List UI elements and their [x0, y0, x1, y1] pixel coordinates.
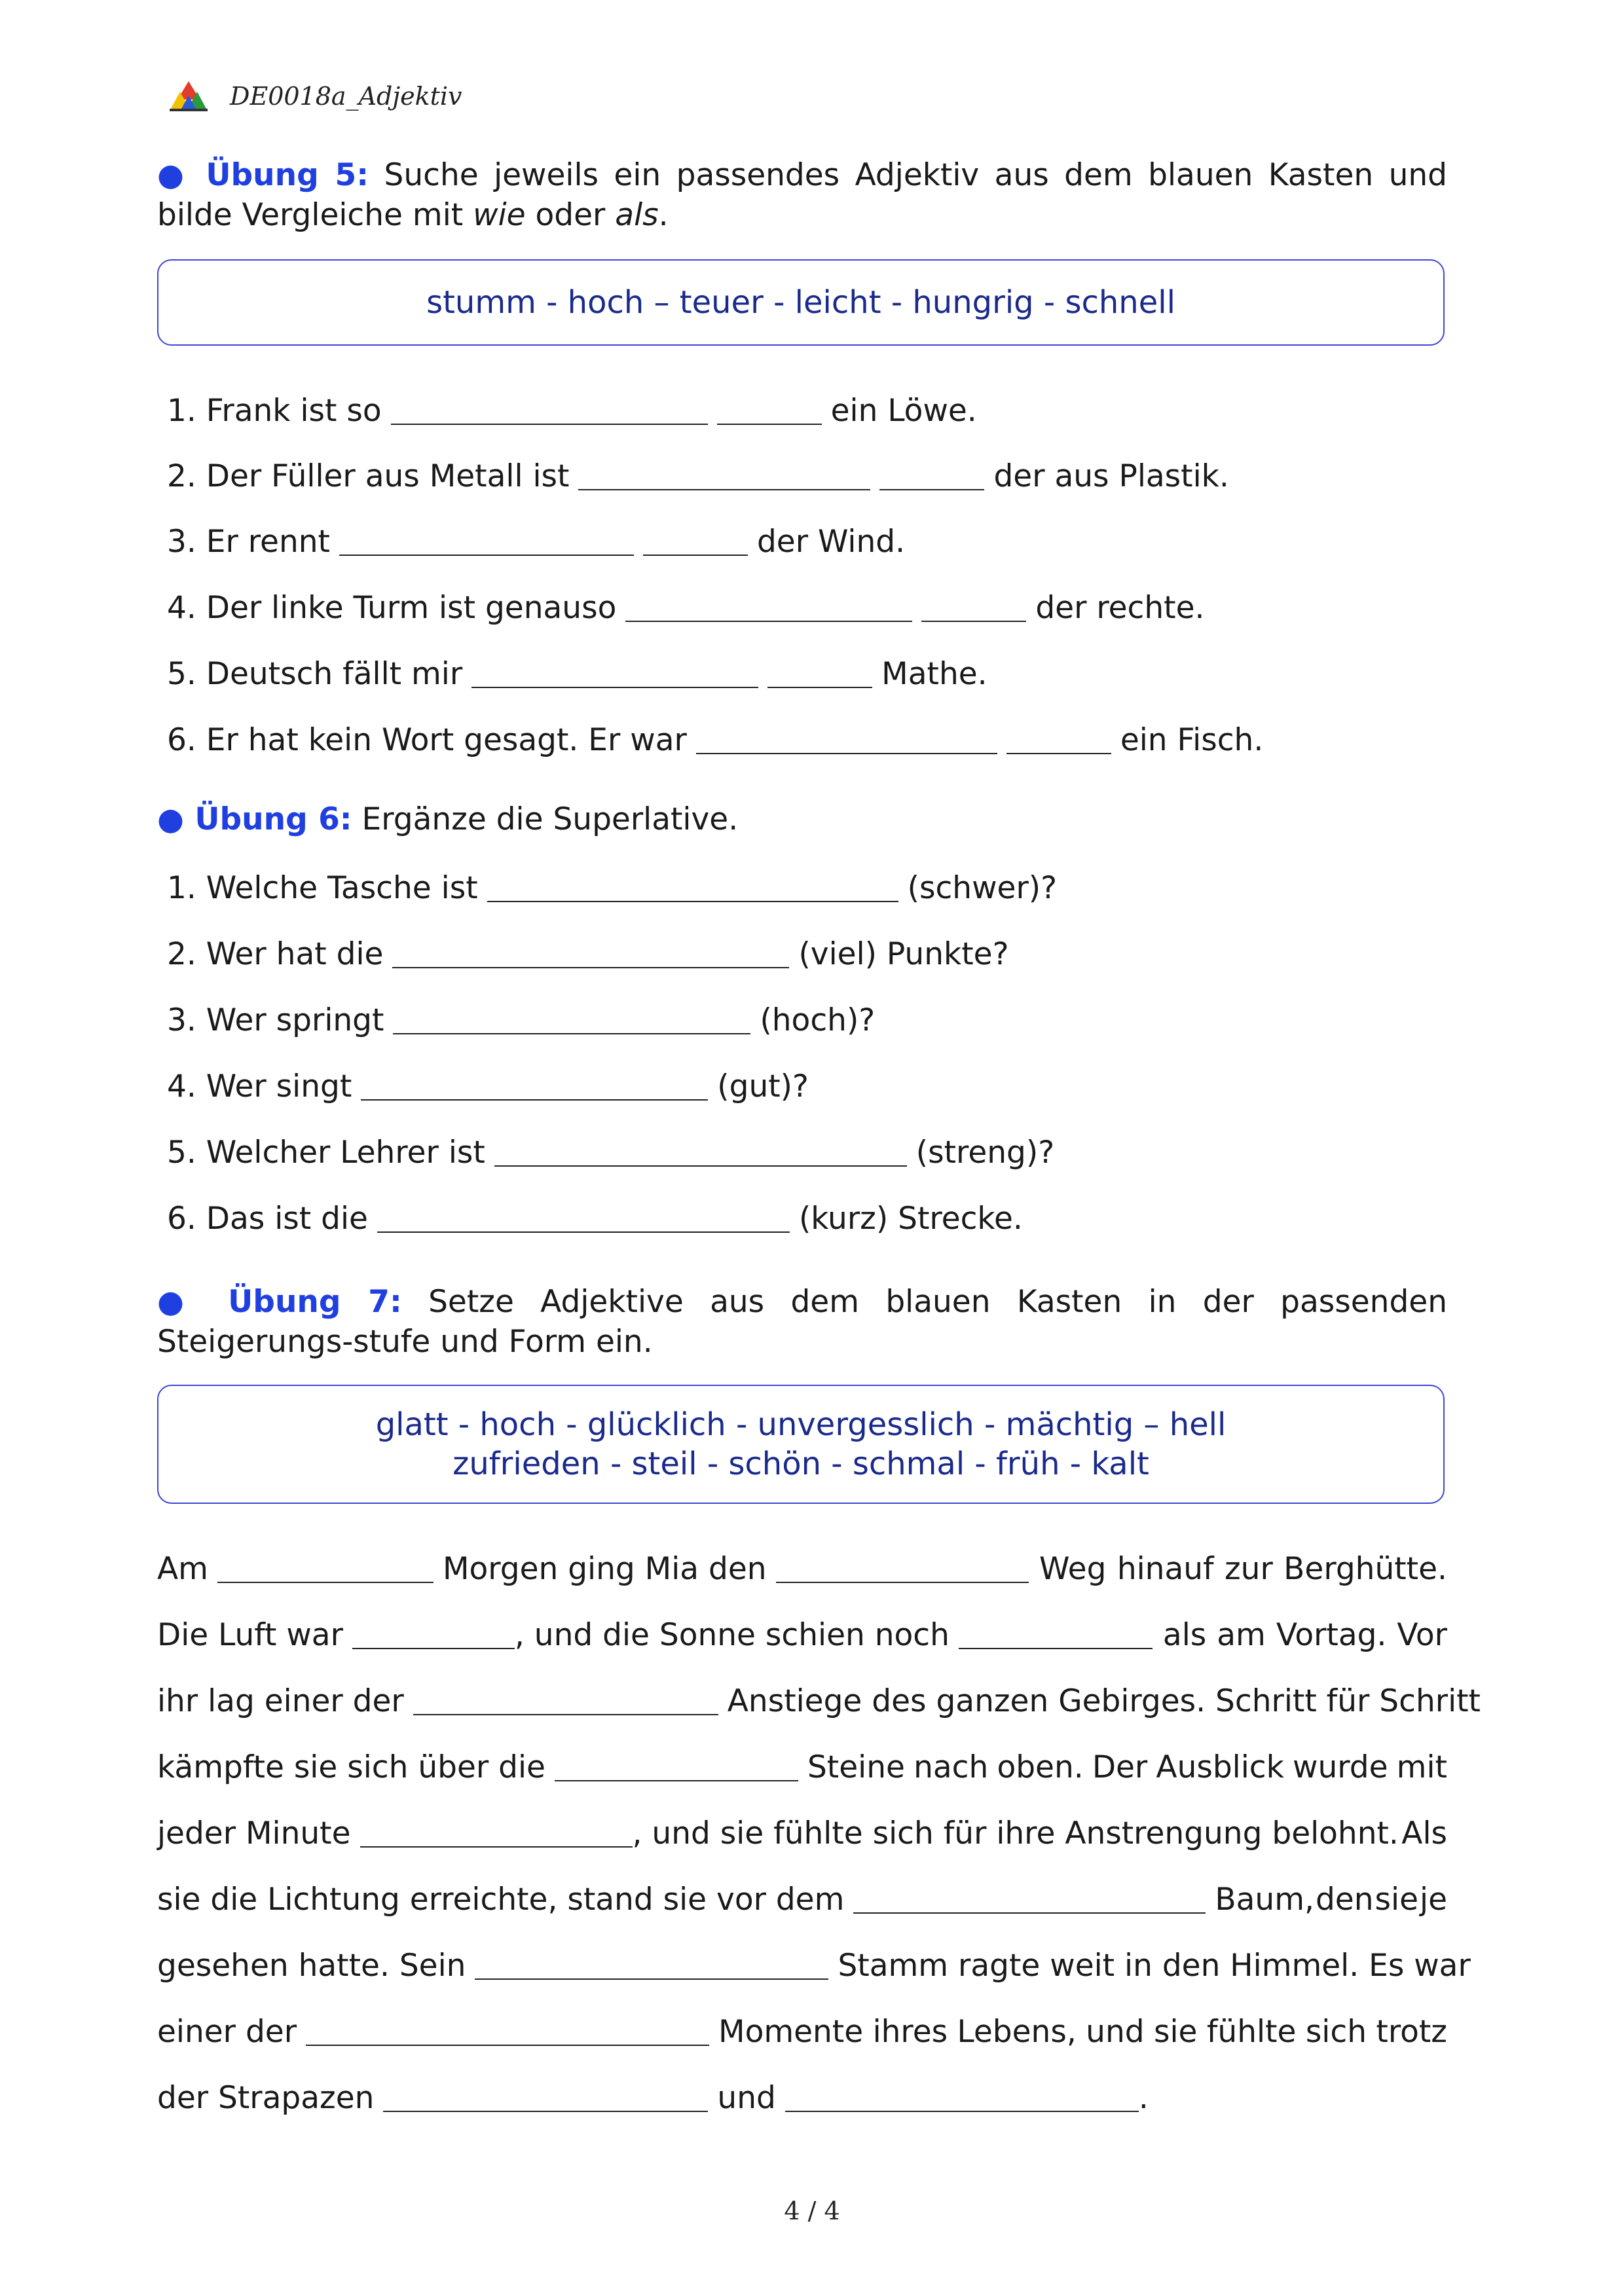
exercise-5-wie: wie [473, 197, 526, 233]
exercise-5-item-5 [167, 655, 987, 694]
answer-blank-short[interactable] [1006, 727, 1111, 754]
exercise-6-instruction [157, 799, 1447, 839]
answer-blank[interactable] [494, 1139, 907, 1167]
answer-blank[interactable] [352, 1622, 515, 1649]
exercise-7-word-box [157, 1385, 1445, 1504]
exercise-5-word-list: stumm - hoch – teuer - leicht - hungrig - schnell [426, 284, 1175, 321]
answer-blank[interactable] [578, 463, 870, 490]
answer-blank[interactable] [776, 1556, 1029, 1583]
exercise-6-item-1 [167, 869, 1057, 908]
exercise-5-text-1: Suche jeweils ein passendes Adjektiv aus dem blauen Kasten und bilde Vergleiche mit [157, 157, 1447, 233]
item-suffix: ein Fisch. [1120, 722, 1264, 758]
exercise-7-instruction [157, 1282, 1447, 1362]
story-line-5: jeder Minute , und sie fühlte sich für ihre Anstrengung belohnt. Als [157, 1815, 1447, 1851]
logo-icon [167, 80, 210, 113]
item-suffix: (gut)? [717, 1068, 809, 1104]
answer-blank[interactable] [475, 1952, 828, 1980]
exercise-5-label: ● Übung 5: [157, 157, 369, 193]
answer-blank[interactable] [392, 941, 789, 968]
exercise-6-item-5 [167, 1133, 1054, 1173]
exercise-5-item-3 [167, 522, 905, 562]
exercise-7-word-list-1: glatt - hoch - glücklich - unvergesslich - mächtig – hell [375, 1406, 1227, 1443]
answer-blank[interactable] [555, 1754, 798, 1781]
exercise-6-item-6 [167, 1199, 1023, 1239]
item-prompt: 1. Frank ist so [167, 393, 382, 429]
document-title: DE0018a_Adjektiv [230, 82, 462, 111]
item-suffix: (kurz) Strecke. [798, 1201, 1023, 1237]
exercise-5-item-4 [167, 589, 1204, 628]
item-prompt: 3. Er rennt [167, 524, 330, 560]
page-number: 4 / 4 [784, 2196, 840, 2225]
exercise-5-item-6 [167, 721, 1263, 760]
story-line-6: sie die Lichtung erreichte, stand sie vor dem Baum, den sie je [157, 1882, 1447, 1918]
item-suffix: (schwer)? [907, 870, 1058, 906]
item-suffix: ein Löwe. [830, 393, 977, 429]
item-suffix: der rechte. [1035, 590, 1205, 626]
item-prompt: 6. Er hat kein Wort gesagt. Er war [167, 722, 687, 758]
story-line-1: Am Morgen ging Mia den Weg hinauf zur Berghütte. [157, 1551, 1447, 1587]
answer-blank[interactable] [391, 397, 708, 425]
exercise-5-instruction [157, 155, 1447, 235]
item-suffix: (streng)? [915, 1135, 1055, 1171]
exercise-5-text-3: . [658, 197, 669, 233]
answer-blank[interactable] [413, 1688, 718, 1715]
answer-blank[interactable] [360, 1820, 633, 1848]
exercise-6-label: ● Übung 6: [157, 801, 352, 837]
answer-blank-short[interactable] [921, 594, 1026, 622]
exercise-7-word-list-2: zufrieden - steil - schön - schmal - früh - kalt [452, 1446, 1149, 1482]
answer-blank[interactable] [471, 661, 758, 688]
item-suffix: der Wind. [756, 524, 906, 560]
item-prompt: 5. Deutsch fällt mir [167, 656, 463, 692]
story-line-7: gesehen hatte. Sein Stamm ragte weit in den Himmel. Es war [157, 1948, 1471, 1984]
item-suffix: der aus Plastik. [993, 458, 1229, 494]
answer-blank-short[interactable] [717, 397, 822, 425]
answer-blank[interactable] [853, 1886, 1206, 1914]
answer-blank[interactable] [625, 594, 912, 622]
answer-blank[interactable] [361, 1073, 708, 1101]
exercise-5-item-1 [167, 392, 977, 431]
exercise-6-item-3 [167, 1001, 875, 1040]
item-prompt: 4. Wer singt [167, 1068, 352, 1104]
exercise-5-text-2: oder [525, 197, 616, 233]
story-line-3: ihr lag einer der Anstiege des ganzen Gebirges. Schritt für Schritt [157, 1683, 1481, 1719]
exercise-6-item-2 [167, 935, 1009, 974]
page-header [167, 73, 462, 119]
answer-blank[interactable] [306, 2018, 709, 2046]
answer-blank[interactable] [785, 2085, 1139, 2112]
answer-blank[interactable] [377, 1205, 790, 1233]
answer-blank-short[interactable] [767, 661, 872, 688]
item-prompt: 1. Welche Tasche ist [167, 870, 478, 906]
exercise-5-item-2 [167, 457, 1229, 496]
exercise-6-item-4 [167, 1067, 809, 1106]
story-line-4: kämpfte sie sich über die Steine nach oben. Der Ausblick wurde mit [157, 1749, 1447, 1785]
item-prompt: 2. Wer hat die [167, 936, 384, 972]
answer-blank[interactable] [339, 528, 634, 556]
answer-blank[interactable] [217, 1556, 434, 1583]
exercise-5-als: als [615, 197, 659, 233]
item-prompt: 5. Welcher Lehrer ist [167, 1135, 485, 1171]
exercise-5-word-box [157, 259, 1445, 346]
answer-blank[interactable] [393, 1007, 750, 1034]
answer-blank-short[interactable] [643, 528, 748, 556]
answer-blank[interactable] [383, 2085, 708, 2112]
answer-blank[interactable] [959, 1622, 1153, 1649]
item-prompt: 2. Der Füller aus Metall ist [167, 458, 570, 494]
exercise-6-text: Ergänze die Superlative. [352, 801, 739, 837]
exercise-7-label: ● Übung 7: [157, 1284, 402, 1320]
answer-blank[interactable] [487, 875, 898, 902]
item-suffix: (viel) Punkte? [798, 936, 1009, 972]
answer-blank[interactable] [696, 727, 997, 754]
item-prompt: 4. Der linke Turm ist genauso [167, 590, 617, 626]
item-suffix: Mathe. [881, 656, 987, 692]
item-suffix: (hoch)? [760, 1002, 876, 1038]
item-prompt: 6. Das ist die [167, 1201, 368, 1237]
exercise-7-text: Setze Adjektive aus dem blauen Kasten in der passenden Steigerungs-stufe und Form ein. [157, 1284, 1447, 1360]
story-line-2: Die Luft war , und die Sonne schien noch als am Vortag. Vor [157, 1617, 1447, 1653]
story-line-9: der Strapazen und . [157, 2080, 1149, 2116]
item-prompt: 3. Wer springt [167, 1002, 384, 1038]
story-line-8: einer der Momente ihres Lebens, und sie fühlte sich trotz [157, 2014, 1447, 2050]
answer-blank-short[interactable] [879, 463, 984, 490]
